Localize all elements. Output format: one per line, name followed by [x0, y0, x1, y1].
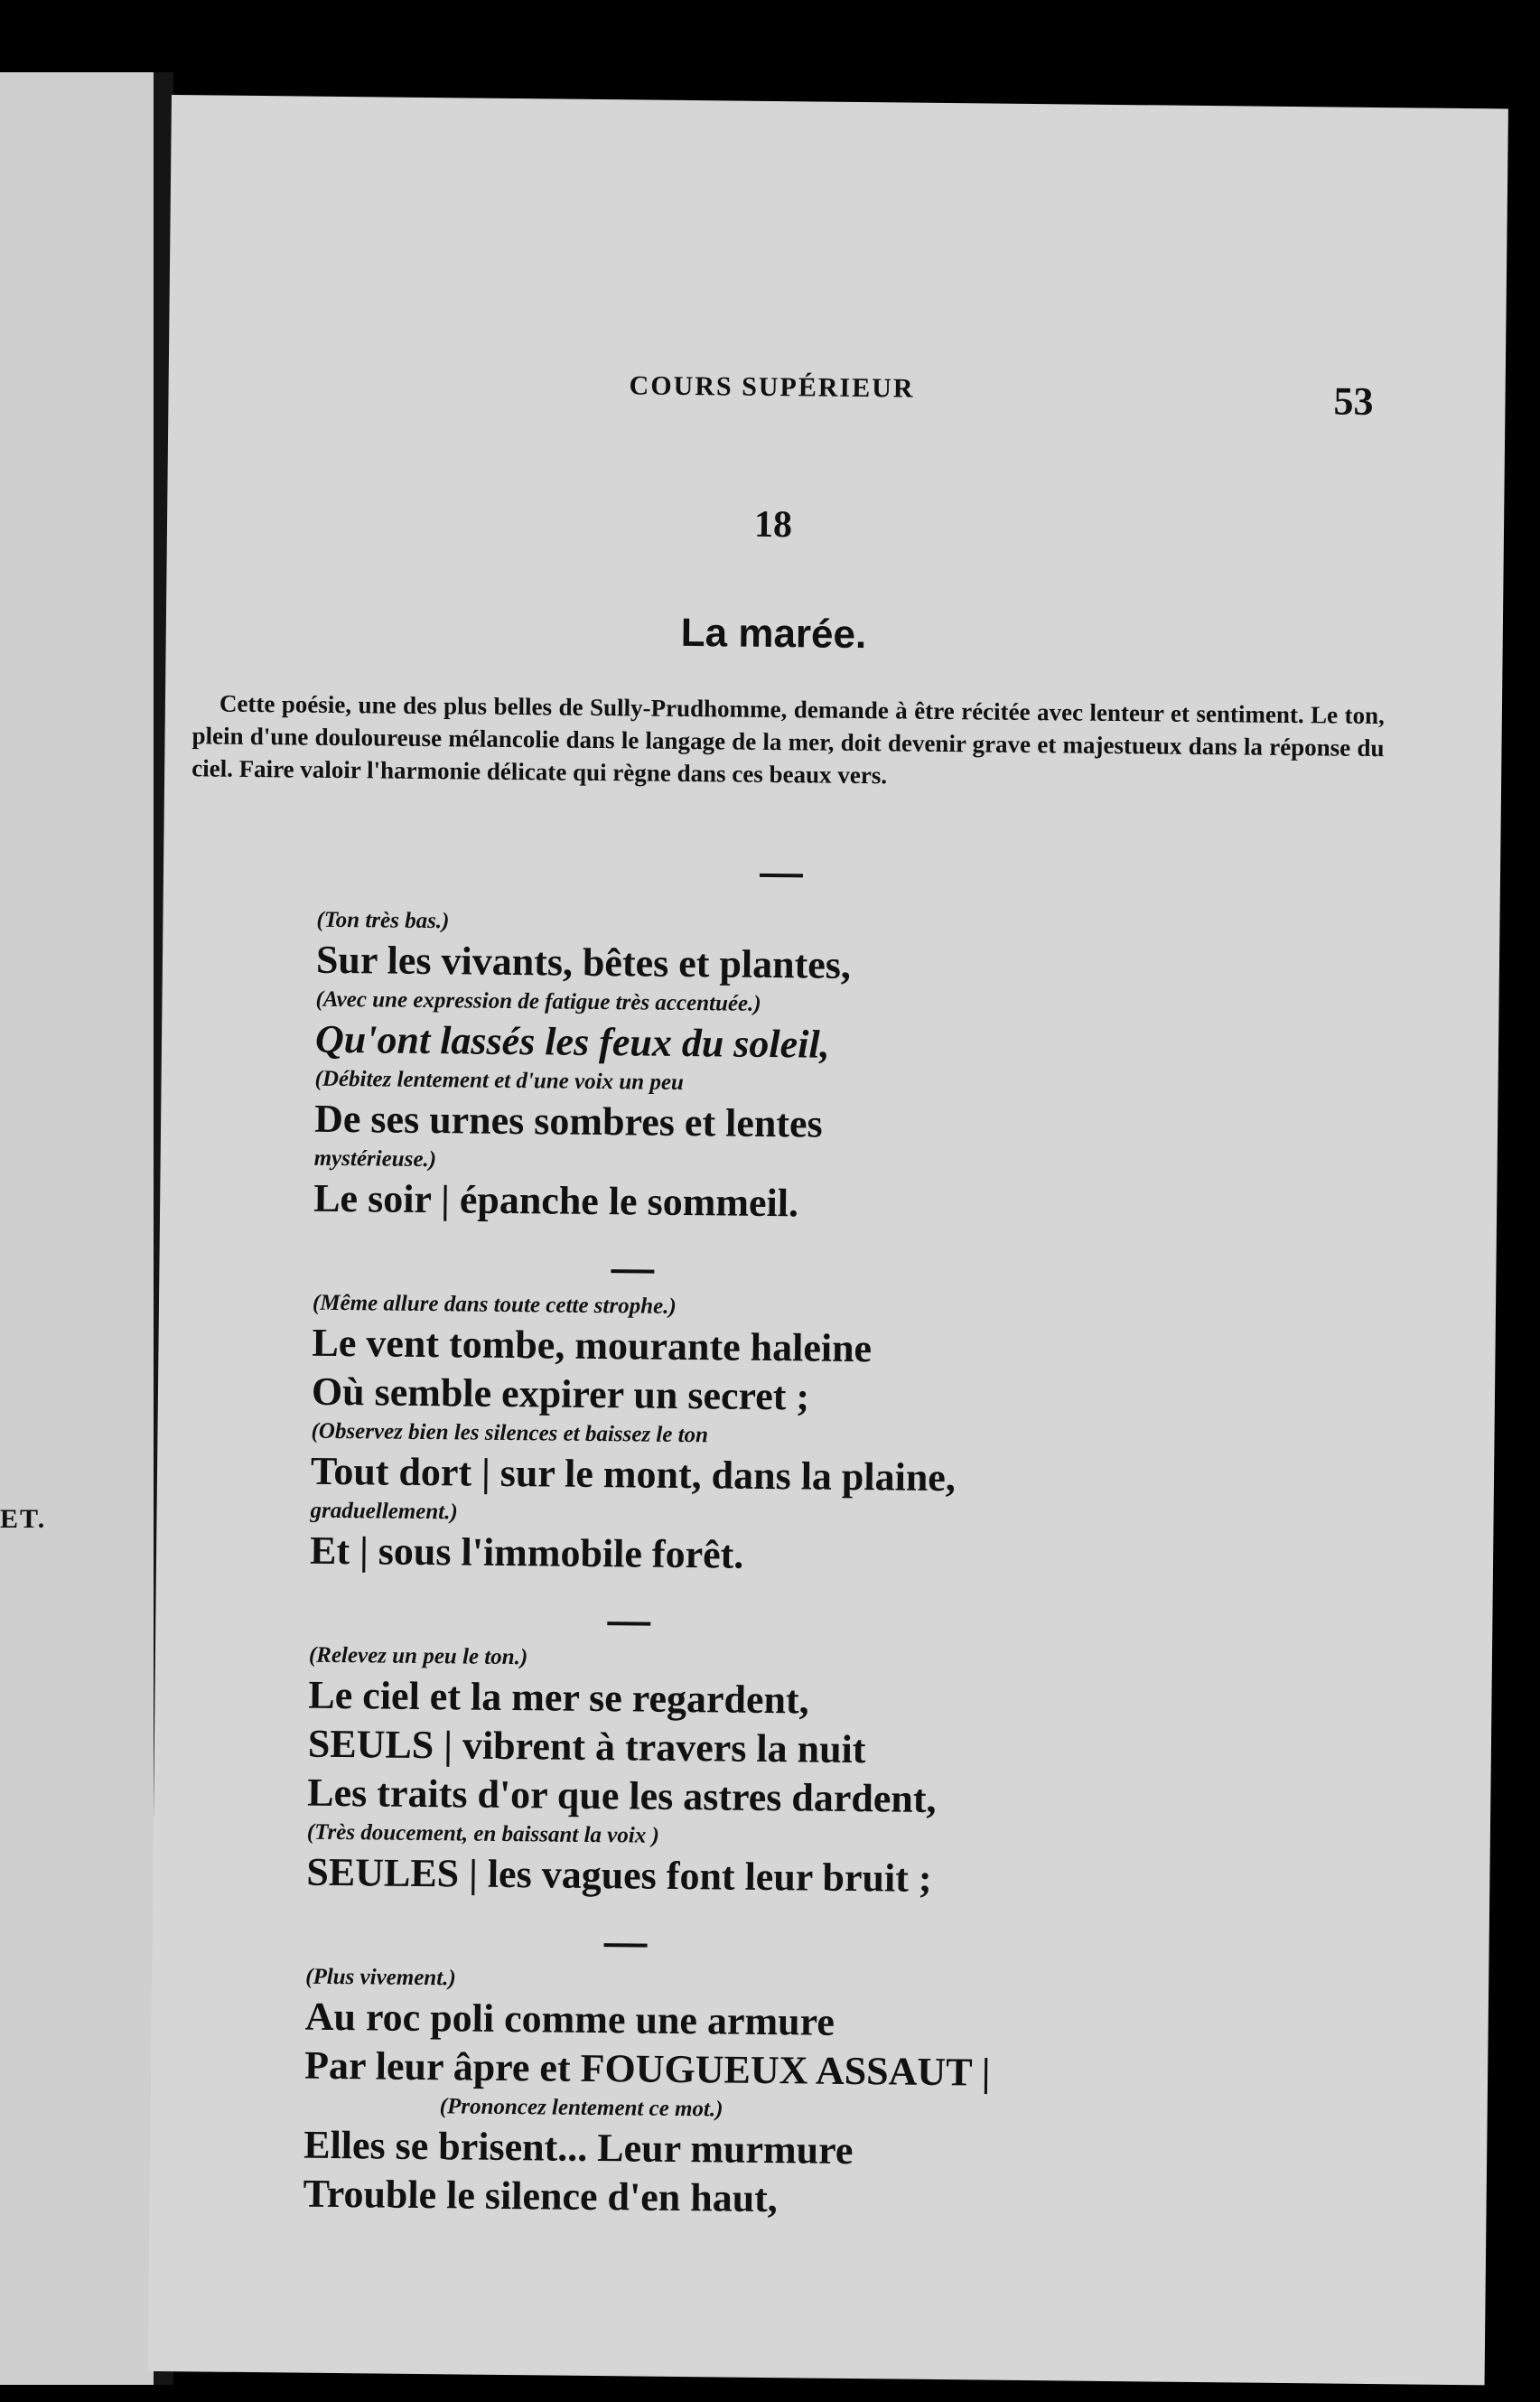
verse-line: Tout dort | sur le mont, dans la plaine,	[310, 1448, 957, 1500]
stage-direction: (Débitez lentement et d'une voix un peu	[314, 1066, 685, 1095]
verse-line: Où semble expirer un secret ;	[311, 1369, 810, 1419]
left-facing-page	[0, 72, 173, 2385]
stage-direction: (Ton très bas.)	[316, 907, 450, 934]
left-page-text-fragment: ET.	[0, 1504, 47, 1534]
verse-line: Les traits d'or que les astres dardent,	[307, 1770, 937, 1821]
stanza	[313, 905, 1401, 1235]
verse-line: Le ciel et la mer se regardent,	[308, 1672, 809, 1723]
stanza-separator	[607, 1622, 650, 1626]
stanza	[303, 1962, 1389, 2230]
stanza-separator	[611, 1269, 654, 1274]
stage-direction: (Très doucement, en baissant la voix )	[306, 1819, 660, 1848]
verse-line: SEULS | vibrent à travers la nuit	[307, 1721, 866, 1772]
stage-direction: (Plus vivement.)	[305, 1964, 456, 1991]
poem	[303, 905, 1401, 2273]
verse-line: Elles se brisent... Leur murmure	[303, 2122, 854, 2173]
intro-paragraph: Cette poésie, une des plus belles de Sully-Prudhomme, demande à être récitée avec lenteur et sentiment. Le ton, plein d'une douloureuse mélancolie dans le langage de la mer, doit devenir grave et majestueux dans la réponse du ciel. Faire valoir l'harmonie délicate qui règne dans ces beaux vers.	[191, 689, 1386, 790]
verse-line: Trouble le silence d'en haut,	[303, 2171, 779, 2221]
verse-line: Qu'ont lassés les feux du soleil,	[314, 1016, 830, 1067]
stanza	[306, 1640, 1393, 1909]
verse-line: Au roc poli comme une armure	[304, 1994, 835, 2044]
stage-direction: graduellement.)	[310, 1498, 458, 1525]
stanza-separator	[604, 1943, 648, 1948]
book-page	[148, 95, 1508, 2385]
page-number: 53	[1333, 379, 1374, 424]
stage-direction: (Observez bien les silences et baissez le ton	[311, 1418, 709, 1448]
stage-direction: (Avec une expression de fatigue très accentuée.)	[315, 986, 761, 1016]
verse-line: De ses urnes sombres et lentes	[313, 1096, 823, 1146]
verse-line: Sur les vivants, bêtes et plantes,	[315, 937, 852, 987]
stage-direction: (Même allure dans toute cette strophe.)	[312, 1290, 677, 1319]
verse-line: Par leur âpre et FOUGUEUX ASSAUT |	[303, 2042, 991, 2095]
verse-line: Et | sous l'immobile forêt.	[309, 1528, 744, 1577]
stage-direction: (Prononcez lentement ce mot.)	[439, 2094, 723, 2122]
verse-line: Le soir | épanche le sommeil.	[313, 1175, 799, 1226]
intro-separator	[760, 874, 803, 878]
stanza	[310, 1288, 1396, 1587]
stage-direction: mystérieuse.)	[313, 1145, 437, 1173]
piece-number: 18	[753, 503, 793, 547]
running-head: COURS SUPÉRIEUR	[629, 370, 915, 404]
verse-line: SEULES | les vagues font leur bruit ;	[306, 1849, 932, 1901]
stage-direction: (Relevez un peu le ton.)	[308, 1642, 528, 1670]
verse-line: Le vent tombe, mourante haleine	[312, 1320, 873, 1371]
piece-title: La marée.	[680, 610, 867, 658]
